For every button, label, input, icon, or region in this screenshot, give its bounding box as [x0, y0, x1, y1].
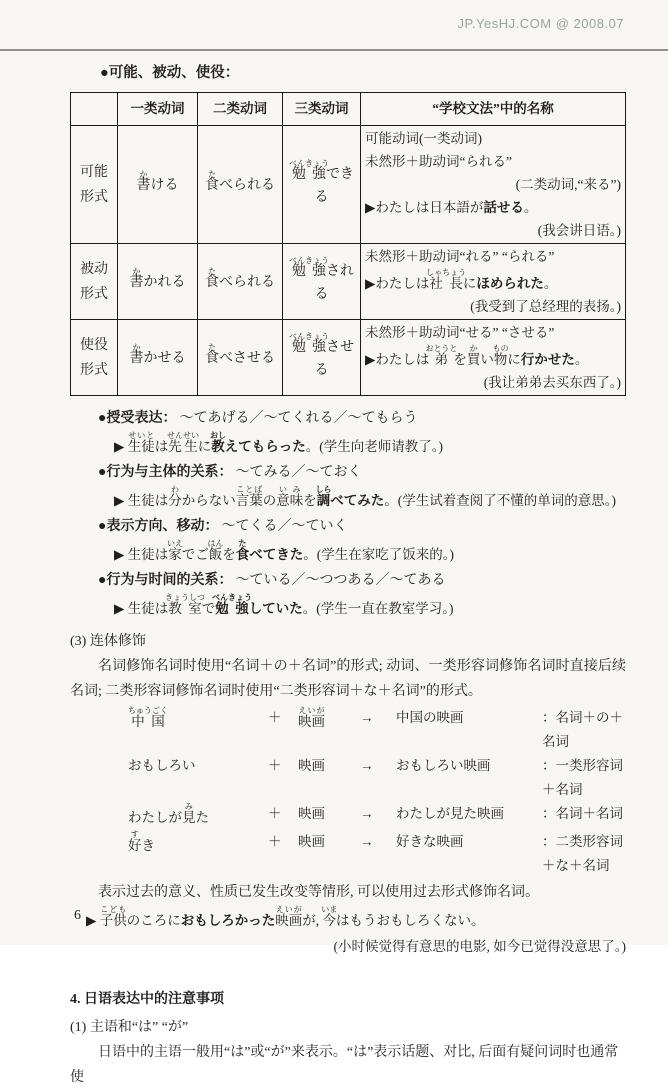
bullet-pattern: ～てみる／～ておく	[235, 465, 362, 481]
example-rule: ：名词＋の＋名词	[542, 710, 623, 750]
table-header-group1: 一类动词	[118, 93, 198, 126]
modification-example-row	[128, 754, 626, 802]
potential-group2-form: 食たべられる	[198, 126, 283, 244]
example-mid: 映画	[298, 834, 325, 850]
example-left: おもしろい	[128, 758, 196, 774]
example-sentence-line: ▶わたしは弟おとうとを買かい物ものに行かせた。	[365, 344, 589, 368]
verb-forms-heading: ●可能、被动、使役：	[100, 65, 240, 81]
causative-group1-form: 書かかせる	[118, 320, 198, 396]
arrow-icon: →	[360, 710, 374, 726]
bullet-example: ▶ 生徒は家いえでご飯はんを食たべてきた。(学生在家吃了饭来的。)	[114, 539, 455, 563]
arrow-icon: →	[360, 806, 374, 822]
grammar-note-line: 未然形＋助动词“られる”	[365, 154, 512, 170]
example-rule: ：一类形容词＋名词	[542, 758, 623, 798]
potential-group1-form: 書かける	[118, 126, 198, 244]
grammar-note-line: (二类动词,“来る”)	[515, 177, 621, 193]
row-label: 使役形式	[80, 337, 108, 378]
example-left: わたしが見みた	[128, 802, 209, 826]
causative-group3-form: 勉強べんきょうさせる	[283, 320, 361, 396]
example-result: 中国の映画	[396, 710, 464, 726]
table-header-group3: 三类动词	[283, 93, 361, 126]
grammar-note-line: 未然形＋助动词“れる” “られる”	[365, 249, 555, 265]
row-label: 被动形式	[80, 261, 108, 302]
past-form-translation: (小时候觉得有意思的电影, 如今已觉得没意思了。)	[333, 939, 626, 955]
table-row-passive	[71, 244, 626, 320]
notes-heading: 4. 日语表达中的注意事项	[70, 992, 224, 1008]
example-rule: ：名词＋名词	[542, 806, 623, 822]
example-rule: ：二类形容词＋な＋名词	[542, 834, 623, 874]
expression-notes-section	[70, 987, 626, 1090]
section-number: (3)	[70, 634, 87, 650]
row-label: 可能形式	[80, 164, 108, 205]
passive-group2-form: 食たべられる	[198, 244, 283, 320]
bullet-heading: ●行为与主体的关系：	[98, 465, 233, 481]
example-left: 中国ちゅうごく	[128, 706, 168, 730]
adnominal-modification-section	[70, 629, 626, 959]
example-left: 好すき	[128, 830, 155, 854]
causative-group2-form: 食たべさせる	[198, 320, 283, 396]
grammar-note-line: 可能动词(一类动词)	[365, 131, 482, 147]
example-mid: 映画	[298, 758, 325, 774]
bullet-action-subject-relation	[98, 461, 626, 513]
modification-example-row	[128, 830, 626, 878]
translation-line: (我会讲日语。)	[537, 223, 621, 239]
table-header-blank	[71, 93, 118, 126]
arrow-icon: →	[360, 758, 374, 774]
example-mid: 映画えいが	[298, 706, 325, 730]
example-mid: 映画	[298, 806, 325, 822]
bullet-pattern: ～ている／～つつある／～てある	[235, 573, 446, 589]
bullet-heading: ●表示方向、移动：	[98, 519, 219, 535]
example-sentence-line: ▶わたしは日本語が話せる。	[365, 200, 538, 216]
translation-line: (我受到了总经理的表扬。)	[470, 299, 621, 315]
causative-grammar-name-cell	[361, 320, 626, 396]
example-result: 好きな映画	[396, 834, 464, 850]
passive-grammar-name-cell	[361, 244, 626, 320]
grammar-note-line: 未然形＋助动词“せる” “させる”	[365, 325, 555, 341]
grammar-bullet-list	[98, 407, 626, 621]
bullet-pattern: ～てあげる／～てくれる／～てもらう	[179, 411, 418, 427]
notes-paragraph: 日语中的主语一般用“は”或“が”来表示。“は”表示话题、对比, 后面有疑问词时也通常使	[70, 1045, 619, 1086]
section-paragraph: 名词修饰名词时使用“名词＋の＋名词”的形式; 动词、一类形容词修饰名词时直接后续名词; 二类形容词修饰名词时使用“二类形容词＋な＋名词”的形式。	[70, 659, 626, 700]
example-result: わたしが見た映画	[396, 806, 504, 822]
top-rule-divider	[0, 49, 668, 51]
bullet-heading: ●行为与时间的关系：	[98, 573, 233, 589]
table-row-potential	[71, 126, 626, 244]
table-header-group2: 二类动词	[198, 93, 283, 126]
section-title: 连体修饰	[89, 634, 146, 650]
past-form-example: ▶ 子供こどものころにおもしろかった映画えいがが, 今いまはもうおもしろくない。	[86, 905, 485, 929]
passive-group3-form: 勉強べんきょうされる	[283, 244, 361, 320]
modification-example-row	[128, 802, 626, 830]
translation-line: (我让弟弟去买东西了。)	[483, 375, 621, 391]
plus-sign: ＋	[268, 806, 282, 822]
bullet-example: ▶ 生徒は教室きょうしつで勉強べんきょうしていた。(学生一直在教室学习。)	[114, 593, 454, 617]
plus-sign: ＋	[268, 758, 282, 774]
past-form-note: 表示过去的意义、性质已发生改变等情形, 可以使用过去形式修饰名词。	[98, 885, 539, 901]
modification-example-list	[128, 706, 626, 878]
table-header-school-grammar: “学校文法”中的名称	[361, 93, 626, 126]
modification-example-row	[128, 706, 626, 754]
arrow-icon: →	[360, 834, 374, 850]
plus-sign: ＋	[268, 834, 282, 850]
table-header-row	[71, 93, 626, 126]
notes-subheading: (1) 主语和“は” “が”	[70, 1020, 189, 1036]
plus-sign: ＋	[268, 710, 282, 726]
bullet-example: ▶ 生徒は分わからない言葉ことばの意味いみを調しらべてみた。(学生试着查阅了不懂的单词的意思。)	[114, 485, 617, 509]
page-content	[70, 58, 626, 1090]
potential-grammar-name-cell	[361, 126, 626, 244]
bullet-direction-movement	[98, 515, 626, 567]
passive-group1-form: 書かかれる	[118, 244, 198, 320]
bullet-action-time-relation	[98, 569, 626, 621]
bullet-giving-receiving	[98, 407, 626, 459]
potential-group3-form: 勉強べんきょうできる	[283, 126, 361, 244]
example-sentence-line: ▶わたしは社長しゃちょうにほめられた。	[365, 268, 558, 292]
example-result: おもしろい映画	[396, 758, 491, 774]
watermark: JP.YesHJ.COM @ 2008.07	[457, 16, 624, 31]
table-row-causative	[71, 320, 626, 396]
page-number: 6	[74, 908, 81, 923]
bullet-heading: ●授受表达：	[98, 411, 177, 427]
conjugation-table	[70, 92, 626, 396]
bullet-example: ▶ 生徒せいとは先生せんせいに教おしえてもらった。(学生向老师请教了。)	[114, 431, 444, 455]
bullet-pattern: ～てくる／～ていく	[221, 519, 348, 535]
